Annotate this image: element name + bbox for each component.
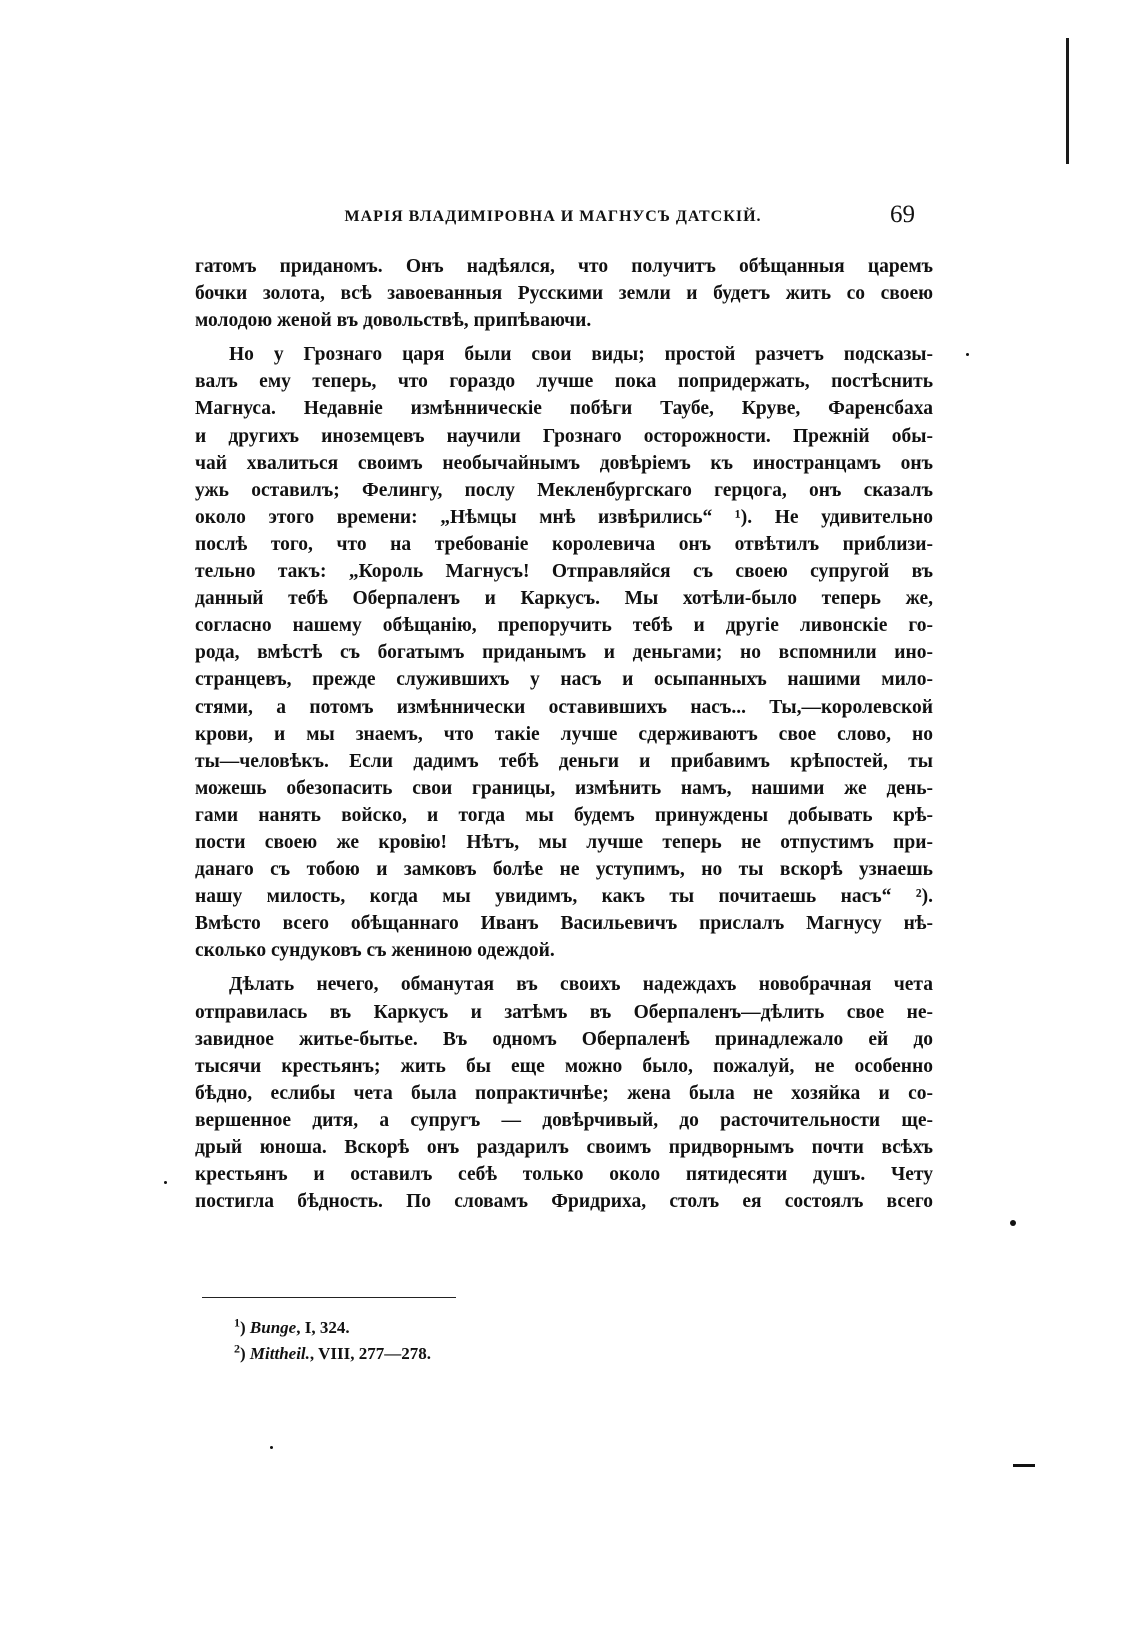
text-line: тельно такъ: „Король Магнусъ! Отправляйся съ своею супругой въ <box>195 561 933 583</box>
text-line: около этого времени: „Нѣмцы мнѣ извѣрились“ ¹). Не удивительно <box>195 506 933 528</box>
text-line: странцевъ, прежде служившихъ у насъ и осыпанныхъ нашими мило- <box>195 669 933 691</box>
footnote-reference: , VIII, 277—278. <box>309 1344 431 1363</box>
text-line: ужь оставилъ; Фелингу, послу Мекленбургскаго герцога, онъ сказалъ <box>195 479 933 501</box>
scan-dash-mark <box>1013 1464 1035 1467</box>
text-line: пости своею же кровію! Нѣтъ, мы лучше теперь не отпустимъ при- <box>195 831 933 853</box>
text-line: чай хвалиться своимъ необычайнымъ довѣріемъ къ иностранцамъ онъ <box>195 452 933 474</box>
text-line: и другихъ иноземцевъ научили Грознаго осторожности. Прежній обы- <box>195 425 933 447</box>
text-line: данаго съ тобою и замковъ болѣе не уступимъ, но ты вскорѣ узнаешь <box>195 859 933 881</box>
text-line: крови, и мы знаемъ, что такіе лучше сдерживаютъ свое слово, но <box>195 723 933 745</box>
footnote-author: Bunge <box>249 1318 297 1337</box>
footnote-reference: , I, 324. <box>296 1318 350 1337</box>
footnote-author: Mittheil. <box>249 1344 310 1363</box>
text-line: можешь обезопасить свои границы, измѣнить намъ, нашими же день- <box>195 777 933 799</box>
footnotes <box>234 1315 431 1367</box>
text-line: валъ ему теперь, что гораздо лучше пока попридержать, постѣснить <box>195 371 933 393</box>
page-number: 69 <box>890 201 915 228</box>
text-line: завидное житье-бытье. Въ одномъ Оберпаленѣ принадлежало ей до <box>195 1028 933 1050</box>
text-line: гами нанять войско, и тогда мы будемъ принуждены добывать крѣ- <box>195 804 933 826</box>
text-line: крестьянъ и оставилъ себѣ только около пятидесяти душъ. Чету <box>195 1164 933 1186</box>
footnote-2: $^2$) Mittheil., VIII, 277—278. <box>234 1341 431 1363</box>
text-line: послѣ того, что на требованіе королевича онъ отвѣтилъ приблизи- <box>195 533 933 555</box>
text-line: рода, вмѣстѣ съ богатымъ приданымъ и деньгами; но вспомнили ино- <box>195 642 933 664</box>
text-line: постигла бѣдность. По словамъ Фридриха, столъ ея состоялъ всего <box>195 1191 933 1213</box>
text-line: Но у Грознаго царя были свои виды; простой разчетъ подсказы- <box>229 344 933 366</box>
footnote-1: $^1$) Bunge, I, 324. <box>234 1315 350 1337</box>
page-edge-line <box>1066 38 1069 164</box>
text-line: молодою женой въ довольствѣ, припѣваючи. <box>195 310 592 332</box>
text-line: отправилась въ Каркусъ и затѣмъ въ Оберпаленъ—дѣлить свое не- <box>195 1001 933 1023</box>
scan-speck <box>164 1181 167 1184</box>
text-line: бочки золота, всѣ завоеванныя Русскими земли и будетъ жить со своею <box>195 283 933 305</box>
text-line: вершенное дитя, а супругъ — довѣрчивый, до расточительности ще- <box>195 1109 933 1131</box>
text-line: стями, а потомъ измѣннически оставившихъ насъ... Ты,—королевской <box>195 696 933 718</box>
text-line: ты—человѣкъ. Если дадимъ тебѣ деньги и прибавимъ крѣпостей, ты <box>195 750 933 772</box>
text-line: Дѣлать нечего, обманутая въ своихъ надеждахъ новобрачная чета <box>229 974 933 996</box>
text-line: Вмѣсто всего обѣщаннаго Иванъ Васильевичъ прислалъ Магнусу нѣ- <box>195 913 933 935</box>
body-text <box>195 253 933 1215</box>
scan-speck <box>966 353 969 356</box>
scan-speck <box>1010 1220 1016 1226</box>
text-line: сколько сундуковъ съ жениною одеждой. <box>195 940 555 962</box>
text-line: бѣдно, еслибы чета была попрактичнѣе; жена была не хозяйка и со- <box>195 1082 933 1104</box>
footnote-mark: 1 <box>234 1315 240 1330</box>
text-line: гатомъ приданомъ. Онъ надѣялся, что получитъ обѣщанныя царемъ <box>195 256 933 277</box>
text-line: нашу милость, когда мы увидимъ, какъ ты почитаешь насъ“ ²). <box>195 886 933 908</box>
text-line: Магнуса. Недавніе измѣнническіе побѣги Таубе, Круве, Фаренсбаха <box>195 398 933 420</box>
text-line: согласно нашему обѣщанію, препоручить тебѣ и другіе ливонскіе го- <box>195 615 933 637</box>
footnote-rule <box>202 1297 456 1298</box>
running-title: МАРІЯ ВЛАДИМІРОВНА И МАГНУСЪ ДАТСКІЙ. <box>344 208 762 225</box>
text-line: дрый юноша. Вскорѣ онъ раздарилъ своимъ придворнымъ почти всѣхъ <box>195 1137 933 1158</box>
footnote-mark: 2 <box>234 1341 240 1356</box>
text-line: тысячи крестьянъ; жить бы еще можно было, пожалуй, не особенно <box>195 1055 933 1077</box>
text-line: данный тебѣ Оберпаленъ и Каркусъ. Мы хотѣли-было теперь же, <box>195 588 933 610</box>
scan-speck <box>270 1446 273 1449</box>
